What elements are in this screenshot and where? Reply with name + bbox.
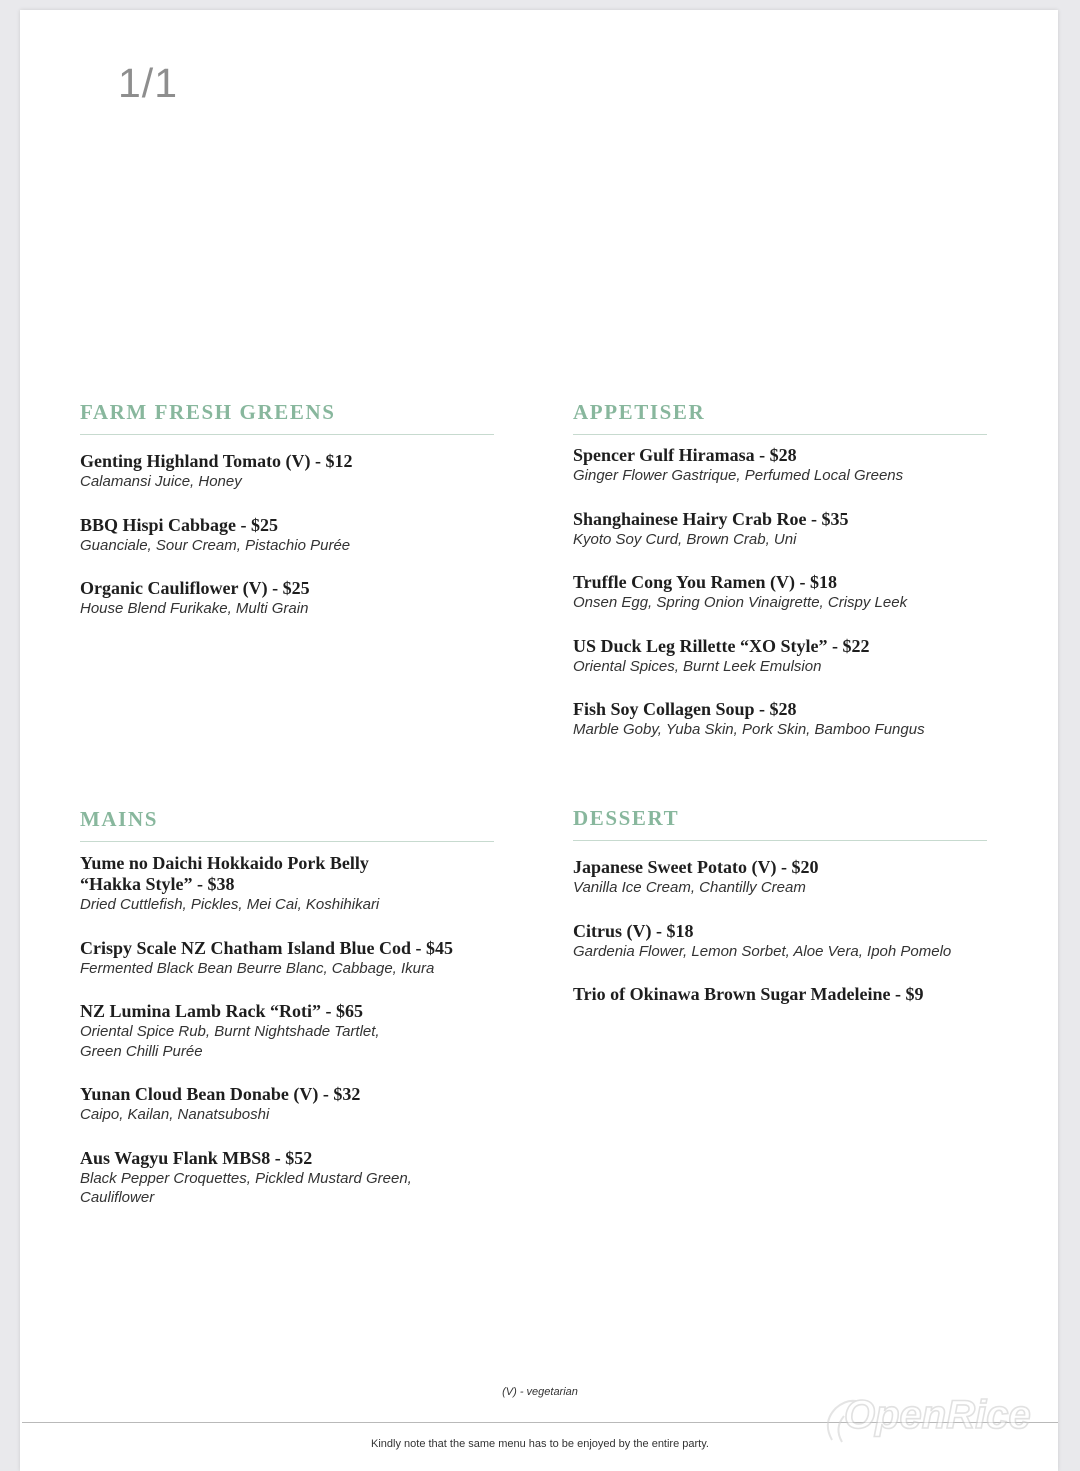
item-description: Black Pepper Croquettes, Pickled Mustard Green, (80, 1169, 412, 1187)
menu-item (80, 853, 494, 915)
item-name: Crispy Scale NZ Chatham Island Blue Cod - $45 (80, 937, 454, 958)
item-name: Trio of Okinawa Brown Sugar Madeleine - $9 (573, 984, 924, 1004)
section-appetiser (573, 400, 987, 763)
item-description: Calamansi Juice, Honey (80, 473, 242, 490)
openrice-watermark-logo (814, 1382, 1064, 1457)
menu-item (80, 1148, 494, 1208)
item-name: Spencer Gulf Hiramasa - $28 (573, 445, 797, 465)
item-description: Fermented Black Bean Beurre Blanc, Cabbage, Ikura (80, 959, 435, 977)
page-indicator: 1/1 (118, 60, 178, 106)
menu-item (80, 938, 494, 979)
menu-item (573, 509, 987, 550)
section-title: MAINS (80, 807, 494, 842)
item-description: Marble Goby, Yuba Skin, Pork Skin, Bamboo Fungus (573, 721, 925, 738)
menu-item (573, 445, 987, 486)
item-description-continued: Green Chilli Purée (80, 1042, 203, 1060)
svg-text:OpenRice: OpenRice (844, 1393, 1031, 1437)
menu-item (573, 572, 987, 613)
item-description-continued: Cauliflower (80, 1189, 155, 1206)
item-description: Kyoto Soy Curd, Brown Crab, Uni (573, 530, 797, 548)
item-name: Yunan Cloud Bean Donabe (V) - $32 (80, 1084, 361, 1104)
section-title: APPETISER (573, 400, 987, 435)
menu-item (573, 984, 987, 1005)
section-title: DESSERT (573, 806, 987, 841)
item-name: Japanese Sweet Potato (V) - $20 (573, 857, 819, 877)
item-name: Genting Highland Tomato (V) - $12 (80, 451, 353, 471)
item-name: Citrus (V) - $18 (573, 920, 694, 941)
item-name-continued: “Hakka Style” - $38 (80, 874, 235, 894)
item-description: Vanilla Ice Cream, Chantilly Cream (573, 879, 806, 896)
item-description: Onsen Egg, Spring Onion Vinaigrette, Crispy Leek (573, 594, 908, 611)
item-description: Gardenia Flower, Lemon Sorbet, Aloe Vera, Ipoh Pomelo (573, 942, 952, 960)
item-name: Organic Cauliflower (V) - $25 (80, 578, 310, 598)
item-description: Ginger Flower Gastrique, Perfumed Local Greens (573, 467, 904, 484)
item-description: Caipo, Kailan, Nanatsuboshi (80, 1106, 270, 1123)
menu-item (80, 1001, 494, 1061)
vegetarian-note: (V) - vegetarian (502, 1386, 578, 1398)
item-name: Aus Wagyu Flank MBS8 - $52 (80, 1147, 313, 1168)
section-mains (80, 807, 494, 1231)
item-name: NZ Lumina Lamb Rack “Roti” - $65 (80, 1001, 364, 1021)
item-description: Dried Cuttlefish, Pickles, Mei Cai, Koshihikari (80, 896, 380, 913)
menu-item (80, 451, 494, 492)
item-description: Oriental Spices, Burnt Leek Emulsion (573, 657, 822, 675)
item-name: Yume no Daichi Hokkaido Pork Belly (80, 853, 369, 873)
item-name: Truffle Cong You Ramen (V) - $18 (573, 572, 837, 592)
item-name: Fish Soy Collagen Soup - $28 (573, 699, 797, 719)
menu-item (573, 857, 987, 898)
section-title: FARM FRESH GREENS (80, 400, 494, 435)
menu-item (573, 636, 987, 677)
item-name: US Duck Leg Rillette “XO Style” - $22 (573, 635, 870, 656)
item-description: Oriental Spice Rub, Burnt Nightshade Tartlet, (80, 1023, 380, 1040)
section-farm-fresh-greens (80, 400, 494, 642)
menu-item (573, 921, 987, 962)
item-description: Guanciale, Sour Cream, Pistachio Purée (80, 536, 351, 554)
footer-note: Kindly note that the same menu has to be enjoyed by the entire party. (371, 1438, 709, 1450)
menu-item (573, 699, 987, 740)
menu-item (80, 515, 494, 556)
item-name: BBQ Hispi Cabbage - $25 (80, 514, 279, 535)
section-dessert (573, 806, 987, 1028)
menu-item (80, 578, 494, 619)
item-name: Shanghainese Hairy Crab Roe - $35 (573, 508, 849, 529)
item-description: House Blend Furikake, Multi Grain (80, 600, 309, 617)
menu-item (80, 1084, 494, 1125)
